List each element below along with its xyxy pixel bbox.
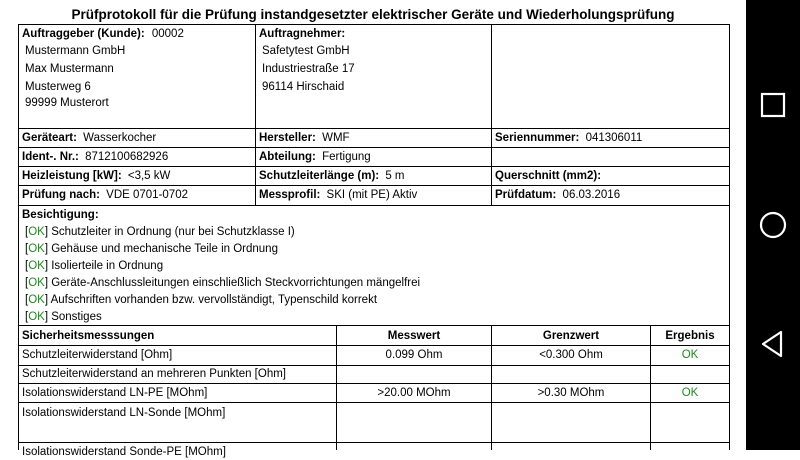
status-badge: OK — [28, 294, 45, 306]
seriennummer-value: 041306011 — [585, 132, 643, 144]
pruefung-label: Prüfung nach: — [22, 189, 100, 201]
table-cell-messwert: >20.00 MOhm — [377, 387, 451, 399]
column-header: Ergebnis — [665, 330, 715, 342]
auftraggeber-line: Musterweg 6 — [25, 81, 91, 93]
auftragnehmer-label: Auftragnehmer: — [259, 28, 346, 40]
seriennummer-label: Seriennummer: — [495, 132, 580, 144]
auftragnehmer-line: 96114 Hirschaid — [262, 81, 345, 93]
seriennummer-field — [495, 130, 642, 146]
querschnitt-field — [495, 168, 601, 184]
messprofil-field — [259, 187, 417, 203]
status-badge: OK — [28, 226, 45, 238]
besichtigung-item-label: Isolierteile in Ordnung — [51, 260, 164, 272]
divider — [18, 325, 730, 326]
ident-value: 8712100682926 — [85, 151, 169, 163]
auftraggeber-heading — [22, 26, 184, 42]
pruefung-field — [22, 187, 188, 203]
auftraggeber-number: 00002 — [151, 28, 184, 40]
pruefung-value: VDE 0701-0702 — [106, 189, 188, 201]
geraeteart-label: Geräteart: — [22, 132, 77, 144]
geraeteart-value: Wasserkocher — [83, 132, 157, 144]
column-header: Grenzwert — [542, 330, 600, 342]
besichtigung-label: Besichtigung: — [22, 209, 99, 221]
abteilung-label: Abteilung: — [259, 151, 316, 163]
table-cell-grenzwert: <0.300 Ohm — [539, 349, 603, 361]
heizleistung-field — [22, 168, 170, 184]
besichtigung-item-label: Sonstiges — [51, 311, 102, 323]
querschnitt-label: Querschnitt (mm2): — [495, 170, 602, 182]
table-cell-ergebnis: OK — [681, 387, 699, 399]
back-button[interactable] — [746, 314, 800, 374]
divider — [18, 166, 730, 167]
page-title: Prüfprotokoll für die Prüfung instandgesetzter elektrischer Geräte und Wiederholungsprüfung — [71, 7, 675, 22]
table-border-left — [18, 24, 19, 450]
divider — [255, 24, 256, 205]
table-cell-ergebnis: OK — [681, 349, 699, 361]
hersteller-label: Hersteller: — [259, 132, 316, 144]
pruefdatum-label: Prüfdatum: — [495, 189, 557, 201]
table-cell-name: Isolationswiderstand LN-Sonde [MOhm] — [22, 407, 226, 419]
pruefdatum-value: 06.03.2016 — [562, 189, 621, 201]
divider — [18, 402, 730, 403]
table-cell-name: Isolationswiderstand Sonde-PE [MOhm] — [22, 446, 226, 458]
divider — [491, 24, 492, 205]
divider — [18, 345, 730, 346]
auftragnehmer-line: Industriestraße 17 — [262, 63, 355, 75]
geraeteart-field — [22, 130, 156, 146]
heizleistung-label: Heizleistung [kW]: — [22, 170, 122, 182]
recents-button[interactable] — [746, 75, 800, 135]
table-cell-name: Schutzleiterwiderstand [Ohm] — [22, 349, 173, 361]
pruefdatum-field — [495, 187, 620, 203]
schutzleiterlaenge-value: 5 m — [385, 170, 405, 182]
status-badge: OK — [28, 243, 45, 255]
table-cell-name: Isolationswiderstand LN-PE [MOhm] — [22, 387, 208, 399]
table-cell-name: Schutzleiterwiderstand an mehreren Punkten [Ohm] — [22, 368, 286, 380]
besichtigung-item-label: Geräte-Anschlussleitungen einschließlich Steckvorrichtungen mängelfrei — [51, 277, 421, 289]
status-badge: OK — [28, 277, 45, 289]
auftraggeber-label: Auftraggeber (Kunde): — [22, 28, 145, 40]
divider — [18, 24, 730, 25]
back-triangle-icon — [759, 329, 787, 359]
list-item: [OK] Isolierteile in Ordnung — [25, 260, 164, 272]
list-item: [OK] Geräte-Anschlussleitungen einschließlich Steckvorrichtungen mängelfrei — [25, 277, 421, 289]
auftraggeber-line: 99999 Musterort — [25, 97, 109, 109]
column-header: Sicherheitsmesssungen — [22, 330, 155, 342]
divider — [18, 442, 730, 443]
status-badge: OK — [28, 260, 45, 272]
abteilung-field — [259, 149, 371, 165]
messprofil-value: SKI (mit PE) Aktiv — [326, 189, 418, 201]
auftraggeber-line: Mustermann GmbH — [25, 45, 126, 57]
auftragnehmer-line: Safetytest GmbH — [262, 45, 350, 57]
heizleistung-value: <3,5 kW — [127, 170, 171, 182]
besichtigung-item-label: Aufschriften vorhanden bzw. vervollständigt, Typenschild korrekt — [50, 294, 378, 306]
divider — [18, 128, 730, 129]
hersteller-value: WMF — [322, 132, 350, 144]
table-cell-grenzwert: >0.30 MOhm — [537, 387, 605, 399]
navigation-bar — [746, 0, 800, 450]
ident-field — [22, 149, 168, 165]
recents-square-icon — [759, 91, 787, 119]
besichtigung-item-label: Gehäuse und mechanische Teile in Ordnung — [51, 243, 278, 255]
abteilung-value: Fertigung — [322, 151, 371, 163]
divider — [18, 383, 730, 384]
besichtigung-item-label: Schutzleiter in Ordnung (nur bei Schutzklasse I) — [51, 226, 295, 238]
column-header: Messwert — [387, 330, 441, 342]
list-item: [OK] Schutzleiter in Ordnung (nur bei Schutzklasse I) — [25, 226, 295, 238]
table-border-right — [729, 24, 730, 450]
list-item: [OK] Sonstiges — [25, 311, 102, 323]
ident-label: Ident-. Nr.: — [22, 151, 79, 163]
list-item: [OK] Aufschriften vorhanden bzw. vervollständigt, Typenschild korrekt — [25, 294, 378, 306]
divider — [18, 147, 730, 148]
divider — [18, 185, 730, 186]
divider — [18, 205, 730, 206]
auftraggeber-line: Max Mustermann — [25, 63, 114, 75]
home-button[interactable] — [746, 195, 800, 255]
schutzleiterlaenge-label: Schutzleiterlänge (m): — [259, 170, 380, 182]
home-circle-icon — [758, 210, 788, 240]
hersteller-field — [259, 130, 350, 146]
messprofil-label: Messprofil: — [259, 189, 321, 201]
schutzleiterlaenge-field — [259, 168, 405, 184]
table-cell-messwert: 0.099 Ohm — [385, 349, 443, 361]
list-item: [OK] Gehäuse und mechanische Teile in Ordnung — [25, 243, 278, 255]
status-badge: OK — [28, 311, 45, 323]
